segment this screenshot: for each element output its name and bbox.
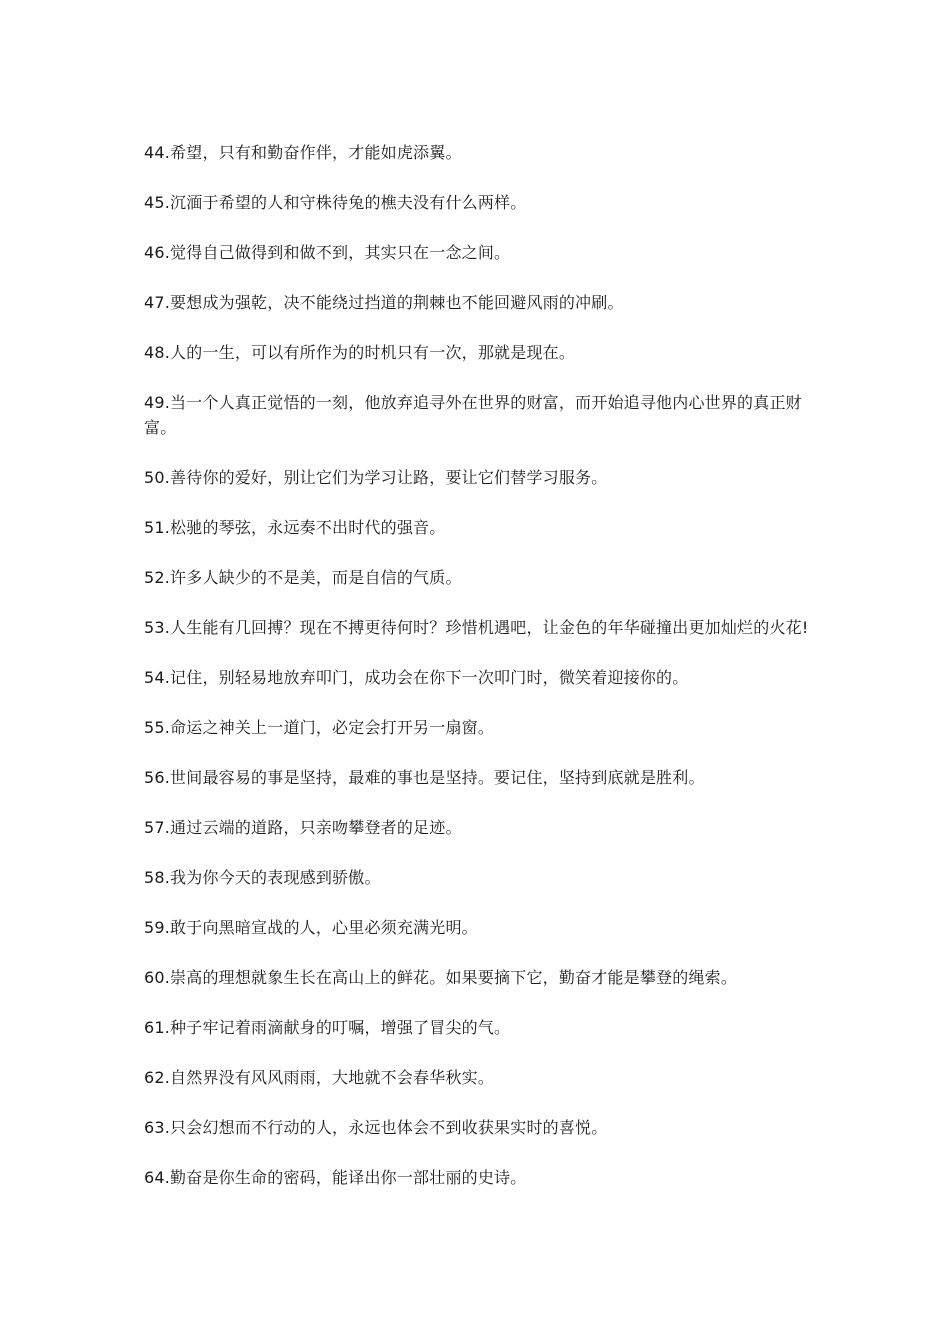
list-item: 60.崇高的理想就象生长在高山上的鲜花。如果要摘下它，勤奋才能是攀登的绳索。 [144,968,738,987]
list-item: 54.记住，别轻易地放弃叩门，成功会在你下一次叩门时，微笑着迎接你的。 [144,668,689,687]
list-item: 63.只会幻想而不行动的人，永远也体会不到收获果实时的喜悦。 [144,1118,608,1137]
list-item: 64.勤奋是你生命的密码，能译出你一部壮丽的史诗。 [144,1168,527,1187]
list-item: 56.世间最容易的事是坚持，最难的事也是坚持。要记住，坚持到底就是胜利。 [144,768,705,787]
list-item: 53.人生能有几回搏？现在不搏更待何时？珍惜机遇吧，让金色的年华碰撞出更加灿烂的火花! [144,618,809,637]
list-item: 46.觉得自己做得到和做不到，其实只在一念之间。 [144,243,511,262]
list-item: 61.种子牢记着雨滴献身的叮嘱，增强了冒尖的气。 [144,1018,511,1037]
quote-list [144,140,810,1215]
list-item: 62.自然界没有风风雨雨，大地就不会春华秋实。 [144,1068,495,1087]
list-item: 58.我为你今天的表现感到骄傲。 [144,868,381,887]
list-item: 45.沉湎于希望的人和守株待兔的樵夫没有什么两样。 [144,193,527,212]
list-item: 44.希望，只有和勤奋作伴，才能如虎添翼。 [144,143,462,162]
list-item: 49.当一个人真正觉悟的一刻，他放弃追寻外在世界的财富，而开始追寻他内心世界的真正财富。 [144,393,802,437]
list-item: 59.敢于向黑暗宣战的人，心里必须充满光明。 [144,918,478,937]
list-item: 48.人的一生，可以有所作为的时机只有一次，那就是现在。 [144,343,576,362]
list-item: 51.松驰的琴弦，永远奏不出时代的强音。 [144,518,446,537]
list-item: 55.命运之神关上一道门，必定会打开另一扇窗。 [144,718,495,737]
list-item: 47.要想成为强乾，决不能绕过挡道的荆棘也不能回避风雨的冲刷。 [144,293,624,312]
list-item: 57.通过云端的道路，只亲吻攀登者的足迹。 [144,818,462,837]
list-item: 52.许多人缺少的不是美，而是自信的气质。 [144,568,462,587]
list-item: 50.善待你的爱好，别让它们为学习让路，要让它们替学习服务。 [144,468,608,487]
